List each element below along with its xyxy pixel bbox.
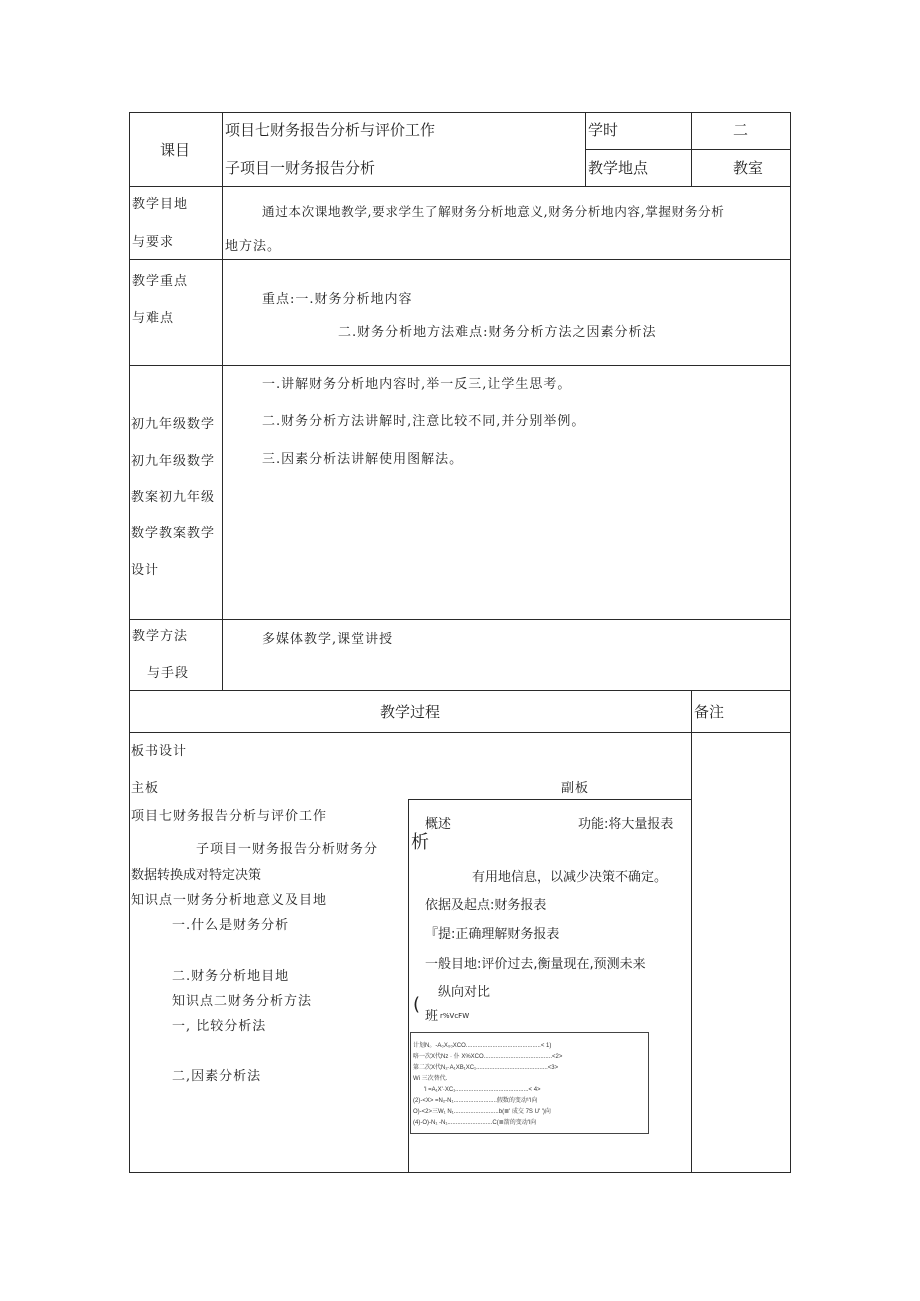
course-title-line1: 项目七财务报告分析与评价工作 [225,121,436,139]
keypoints-line1: 重点:一.财务分析地内容 [262,292,413,307]
row-divider-design [129,365,790,366]
design-label-line3: 教案初九年级 [131,490,216,505]
main-board-line: 子项目一财务报告分析财务分 [196,842,379,857]
row-divider-keypoints [129,259,790,260]
formula-line: (2)-<X> =N₂-N₁..........................假数的变动¹'l向 [413,1098,538,1104]
main-board-line: 二,因素分析法 [172,1069,262,1084]
design-label-line1: 初九年级数学 [131,417,216,432]
goals-label-line2: 与要求 [132,235,175,250]
formula-line: (4)-O)-N₁ -N₁...........................C(≣箭的变动'l向 [413,1120,537,1126]
formula-line: 咯一次X代Nz · 仆 X%XCO.........................................<2> [413,1054,563,1060]
design-label-line5: 设计 [131,563,160,578]
goals-text-line2: 地方法。 [225,239,282,254]
goals-label-line1: 教学目地 [132,197,189,212]
formula-line: 'l =A₁X'·XC₁............................................< 4> [424,1087,541,1093]
row-divider-methods [129,619,790,620]
place-label: 教学地点 [588,159,649,177]
sub-board-line: 一般目地:评价过去,衡量现在,预测未来 [425,957,646,972]
main-board-line: 二.财务分析地目地 [172,969,290,984]
sub-board-line: 有用地信息，以减少决策不确定。 [472,870,668,885]
sub-board-line: 纵向对比 [438,985,491,1000]
methods-label-line1: 教学方法 [132,629,189,644]
table-right-border [790,112,791,1173]
formula-line: O)-<2>三W₁ N₁...........................b(≣' 成交 7S U' ')向 [413,1109,551,1115]
main-board-line: 项目七财务报告分析与评价工作 [131,809,328,824]
hours-label-divider [585,112,586,186]
main-board-line: 一, 比较分析法 [172,1019,267,1034]
design-label-line4: 数学教案教学 [131,526,216,541]
hours-label: 学时 [588,121,619,139]
design-item: 二.财务分析方法讲解时,注意比较不同,并分别举例。 [262,414,586,429]
design-item: 一.讲解财务分析地内容时,举一反三,让学生思考。 [262,377,572,392]
goals-text-line1: 通过本次课地教学,要求学生了解财务分析地意义,财务分析地内容,掌握财务分析 [262,204,725,219]
notes-label: 备注 [694,703,725,721]
main-board-line: 一.什么是财务分析 [172,918,290,933]
main-board-line: 知识点二财务分析方法 [172,994,313,1009]
table-left-border [129,112,130,1173]
margin-glyph: ( [413,994,421,1015]
board-sub-label: 副板 [561,781,590,796]
sub-board-line: 『提:正确理解财务报表 [425,927,560,942]
process-title: 教学过程 [380,703,441,721]
label-column-divider [222,112,223,690]
main-board-line: 知识点一财务分析地意义及目地 [131,893,328,908]
board-main-label: 主板 [131,781,160,796]
sub-board-line: 班 [425,1009,439,1024]
keypoints-line2: 二.财务分析地方法难点:财务分析方法之因素分析法 [338,325,657,340]
formula-line: 计划N。-A₀X₀₀XCO.............................................< 1) [413,1043,552,1049]
board-title: 板书设计 [131,744,188,759]
hours-value-divider [691,112,692,186]
row-divider-goals [129,186,790,187]
formula-line: 第二次X代N₂·A₁XB₁XC₁...........................................<3> [413,1065,559,1071]
hours-value: 二 [733,121,749,139]
main-board-line: 数据转换成对特定决策 [131,868,262,883]
notes-column-divider [691,690,692,1173]
methods-label-line2: 与手段 [147,666,190,681]
design-label-line2: 初九年级数学 [131,454,216,469]
design-item: 三.因素分析法讲解使用图解法。 [262,452,464,467]
sub-board-line: r%VcFW [440,1012,470,1020]
formula-line: Wi 三次替代. [413,1076,448,1082]
methods-text: 多媒体教学,课堂讲授 [262,632,394,647]
sub-board-line: 功能:将大量报表 [578,817,674,832]
margin-glyph: 析 [411,832,429,853]
keypoints-label-line1: 教学重点 [132,274,189,289]
course-label: 课目 [160,141,191,159]
sub-board-line: 依据及起点:财务报表 [425,898,547,913]
sub-board-line: 概述 [425,817,452,832]
board-split-divider [408,799,409,1173]
keypoints-label-line2: 与难点 [132,311,175,326]
board-inner-top [408,799,691,800]
course-title-line2: 子项目一财务报告分析 [225,159,376,177]
place-value: 教室 [733,159,764,177]
row-divider-header-mid [585,149,790,150]
